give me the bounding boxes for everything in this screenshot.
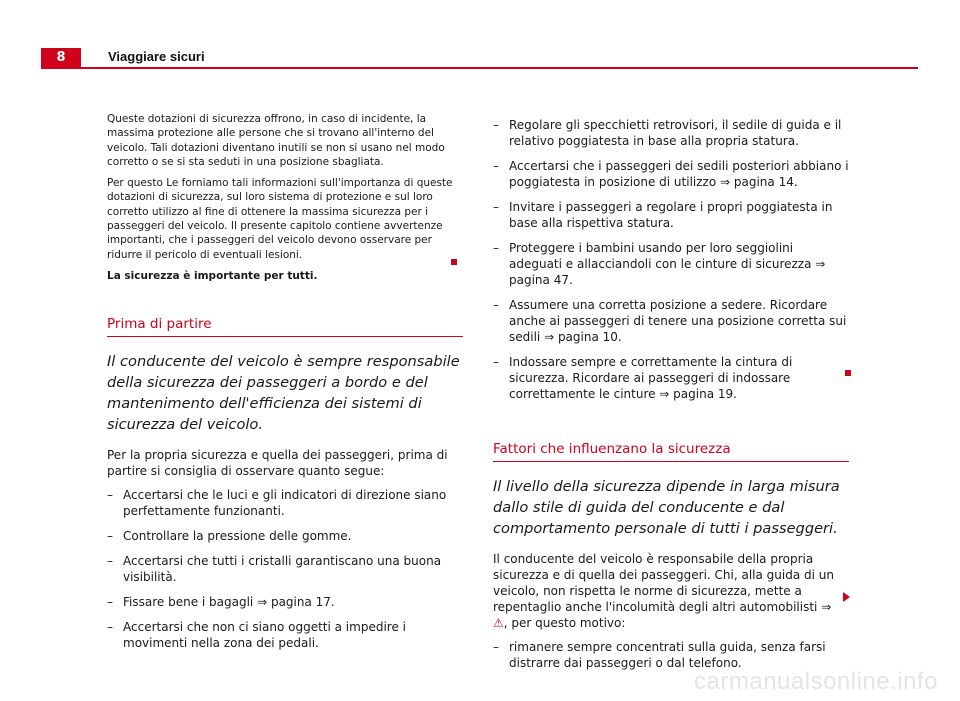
intro-paragraph-1: Queste dotazioni di sicurezza offrono, in caso di incidente, la massima protezione alle persone che si trovano all'interno del veicolo. Tali dotazioni diventano inutili se non si usano nel modo corretto o se si sta seduti in una posizione sbagliata. xyxy=(107,113,445,168)
list-item: – Invitare i passeggeri a regolare i propri poggiatesta in base alla rispettiva statura. xyxy=(493,199,849,231)
list-item: – Indossare sempre e correttamente la cintura di sicurezza. Ricordare ai passeggeri di indossare correttamente le cinture ⇒ pagina 19. xyxy=(493,354,849,402)
heading-fattori-sicurezza: Fattori che influenzano la sicurezza xyxy=(493,441,849,462)
page-header xyxy=(41,48,918,68)
list-item: – Fissare bene i bagagli ⇒ pagina 17. xyxy=(107,594,463,610)
list-item: – Proteggere i bambini usando per loro seggiolini adeguati e allacciandoli con le cinture di sicurezza ⇒ pagina 47. xyxy=(493,240,849,288)
body-fattori-sicurezza xyxy=(493,551,849,631)
body-text-after: , per questo motivo: xyxy=(503,616,626,630)
section-end-icon xyxy=(845,370,851,376)
intro-paragraph-2: Per questo Le forniamo tali informazioni sull'importanza di queste dotazioni di sicurezza, sul loro sistema di protezione e sul loro corretto utilizzo al fine di ottenere la massima sicurezza per i passeggeri del veicolo. Il presente capitolo contiene avvertenze importanti, che i passeggeri del veicolo devono osservare per ridurre il pericolo di eventuali lesioni. xyxy=(107,177,453,261)
section-end-icon xyxy=(451,259,457,265)
list-item: – Accertarsi che non ci siano oggetti a impedire i movimenti nella zona dei pedali. xyxy=(107,619,463,651)
heading-prima-di-partire: Prima di partire xyxy=(107,316,463,337)
section-title: Viaggiare sicuri xyxy=(108,49,205,64)
list-item: – Regolare gli specchietti retrovisori, il sedile di guida e il relativo poggiatesta in base alla propria statura. xyxy=(493,117,849,149)
list-item: – Controllare la pressione delle gomme. xyxy=(107,528,463,544)
list-item: – Assumere una corretta posizione a sedere. Ricordare anche ai passeggeri di tenere una posizione corretta sui sedili ⇒ pagina 10. xyxy=(493,297,849,345)
page-number: 8 xyxy=(41,48,81,68)
checklist-right-final xyxy=(493,639,849,671)
list-item: – Accertarsi che tutti i cristalli garantiscano una buona visibilità. xyxy=(107,553,463,585)
checklist-right xyxy=(493,117,849,402)
checklist-left xyxy=(107,487,463,651)
header-rule xyxy=(41,67,918,69)
watermark: carmanualsonline.info xyxy=(694,668,938,695)
body-prima-di-partire: Per la propria sicurezza e quella dei passeggeri, prima di partire si consiglia di osservare quanto segue: xyxy=(107,448,448,479)
lead-fattori-sicurezza: Il livello della sicurezza dipende in larga misura dallo stile di guida del conducente e dal comportamento personale di tutti i passeggeri. xyxy=(493,478,840,537)
continue-arrow-icon xyxy=(843,592,850,602)
right-column xyxy=(493,117,849,680)
lead-prima-di-partire: Il conducente del veicolo è sempre responsabile della sicurezza dei passeggeri a bordo e del mantenimento dell'efficienza dei sistemi di sicurezza del veicolo. xyxy=(107,353,460,434)
list-item: – Accertarsi che i passeggeri dei sedili posteriori abbiano i poggiatesta in posizione di utilizzo ⇒ pagina 14. xyxy=(493,158,849,190)
list-item: – rimanere sempre concentrati sulla guida, senza farsi distrarre dai passeggeri o dal telefono. xyxy=(493,639,849,671)
list-item: – Accertarsi che le luci e gli indicatori di direzione siano perfettamente funzionanti. xyxy=(107,487,463,519)
body-text-before: Il conducente del veicolo è responsabile della propria sicurezza e di quella dei passeggeri. Chi, alla guida di un veicolo, non rispetta le norme di sicurezza, mette a repentaglio anche l'incolumità degli altri automobilisti ⇒ xyxy=(493,552,834,614)
warning-triangle-icon: ⚠ xyxy=(493,616,504,630)
intro-bold-line: La sicurezza è importante per tutti. xyxy=(107,269,318,282)
left-column xyxy=(107,112,463,660)
